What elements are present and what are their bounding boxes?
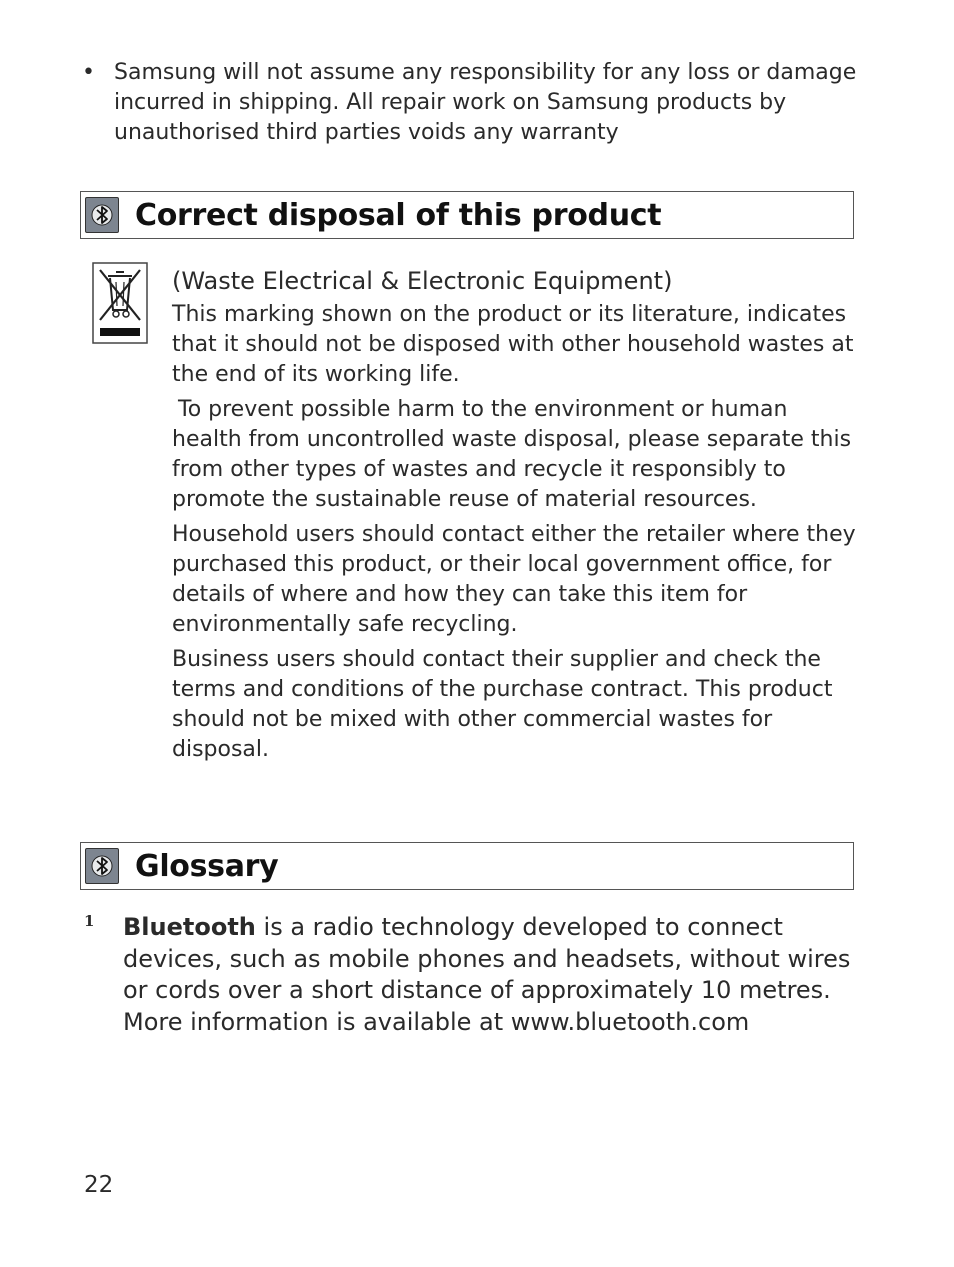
disposal-body	[172, 266, 862, 770]
page-number: 22	[84, 1172, 114, 1198]
glossary-entry-text	[123, 912, 864, 1038]
disposal-paragraph-4: Business users should contact their supplier and check the terms and conditions of the purchase contract. This product should not be mixed with other commercial wastes for disposal.	[172, 647, 833, 762]
glossary-section-header	[80, 842, 854, 890]
bullet-marker: •	[82, 60, 95, 85]
bluetooth-icon	[85, 197, 119, 233]
disposal-section-header	[80, 191, 854, 239]
disposal-paragraph-1: This marking shown on the product or its literature, indicates that it should not be disposed with other household wastes at the end of its working life.	[172, 302, 854, 387]
weee-crossed-bin-icon	[92, 262, 148, 344]
weee-subtitle: (Waste Electrical & Electronic Equipment)	[172, 267, 673, 295]
glossary-term: Bluetooth	[123, 913, 256, 941]
glossary-entry-number: 1	[84, 912, 95, 930]
bluetooth-icon	[85, 848, 119, 884]
warranty-bullet	[82, 58, 862, 148]
disposal-paragraph-2: To prevent possible harm to the environment or human health from uncontrolled waste disposal, please separate this from other types of wastes and recycle it responsibly to promote the sustainable reuse of material resources.	[172, 397, 852, 512]
glossary-entry	[84, 912, 864, 1038]
warranty-text: Samsung will not assume any responsibility for any loss or damage incurred in shipping. All repair work on Samsung products by unauthorised third parties voids any warranty	[114, 60, 857, 145]
disposal-paragraph-3: Household users should contact either the retailer where they purchased this product, or their local government office, for details of where and how they can take this item for environmentally safe recycling.	[172, 522, 856, 637]
disposal-title: Correct disposal of this product	[135, 197, 662, 233]
glossary-title: Glossary	[135, 848, 279, 884]
glossary-definition: is a radio technology developed to connect devices, such as mobile phones and headsets, without wires or cords over a short distance of approximately 10 metres. More information is available at www.bluetooth.com	[123, 913, 851, 1036]
